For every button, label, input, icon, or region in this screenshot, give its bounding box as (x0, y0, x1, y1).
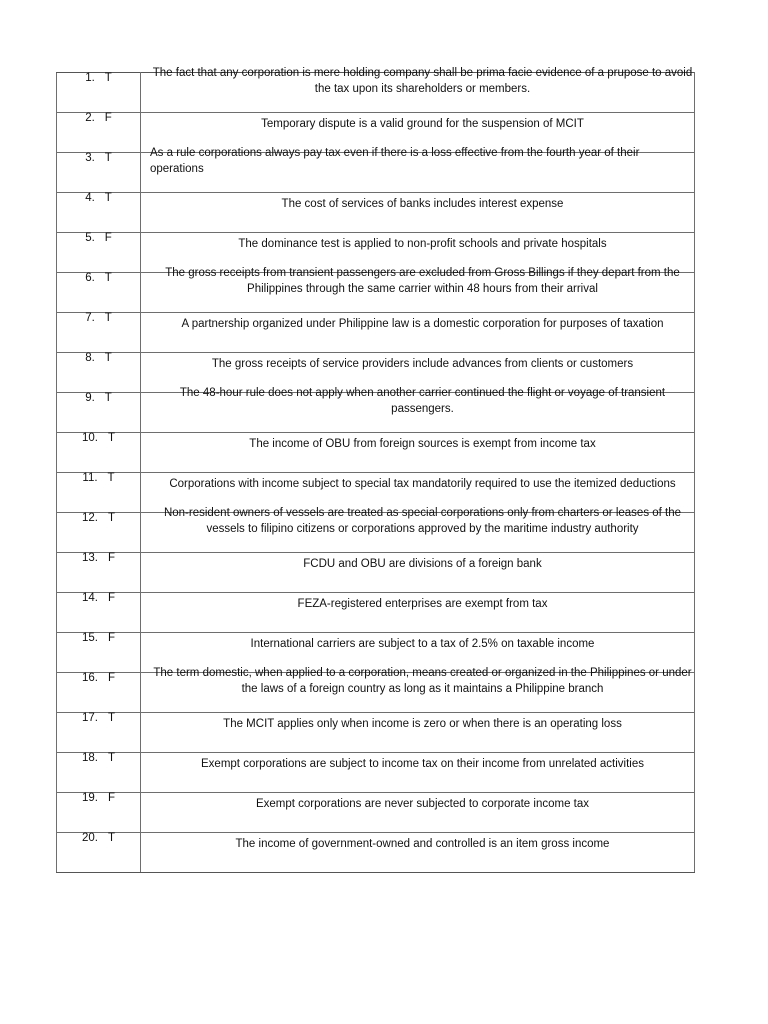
statement-cell (141, 147, 695, 193)
statement-text: The gross receipts from transient passengers are excluded from Gross Billings if they depart from the Philippines through the same carrier within 48 hours from their arrival (165, 267, 680, 295)
item-number-wrap (57, 113, 140, 152)
item-answer: F (107, 632, 116, 644)
item-number-group (85, 312, 112, 324)
item-number-cell (57, 593, 141, 633)
item-number-wrap (57, 273, 140, 312)
item-answer: F (107, 592, 116, 604)
statement-text: The gross receipts of service providers include advances from clients or customers (211, 358, 634, 370)
item-number-wrap (57, 833, 140, 872)
statement-cell (141, 67, 695, 113)
item-number-group (82, 552, 115, 564)
item-number-group (82, 752, 115, 764)
item-answer: F (104, 112, 112, 124)
table-row (57, 273, 695, 313)
statement-cell (141, 667, 695, 713)
item-number-cell (57, 113, 141, 153)
item-number-group (82, 712, 115, 724)
item-number-wrap (57, 793, 140, 832)
statement-text: International carriers are subject to a tax of 2.5% on taxable income (250, 638, 595, 650)
item-number-wrap (57, 353, 140, 392)
answer-table (56, 67, 695, 873)
item-number-group (82, 792, 115, 804)
item-answer: T (107, 712, 116, 724)
statement-text: Exempt corporations are subject to income tax on their income from unrelated activities (201, 758, 644, 770)
statement-cell (141, 753, 695, 793)
item-number-group (85, 272, 112, 284)
item-number-cell (57, 433, 141, 473)
item-number-wrap (57, 673, 140, 712)
statement-cell (141, 713, 695, 753)
table-row (57, 593, 695, 633)
item-number-group (82, 472, 114, 484)
item-answer: T (104, 352, 112, 364)
item-number: 4. (85, 192, 95, 204)
item-answer: T (104, 312, 112, 324)
table-row (57, 793, 695, 833)
statement-text: FEZA-registered enterprises are exempt from tax (297, 598, 548, 610)
item-number-wrap (57, 593, 140, 632)
statement-cell (141, 433, 695, 473)
statement-cell (141, 593, 695, 633)
table-row (57, 513, 695, 553)
item-answer: T (107, 752, 116, 764)
item-number-wrap (57, 433, 140, 472)
item-number: 18. (81, 752, 98, 764)
statement-text: Exempt corporations are never subjected to corporate income tax (255, 798, 590, 810)
item-number-wrap (57, 233, 140, 272)
item-answer: T (104, 72, 112, 84)
item-number-group (82, 832, 115, 844)
item-number-cell (57, 193, 141, 233)
item-number-group (82, 672, 115, 684)
statement-text: Temporary dispute is a valid ground for the suspension of MCIT (261, 118, 584, 130)
item-number-wrap (57, 313, 140, 352)
table-row (57, 673, 695, 713)
item-number: 8. (85, 352, 95, 364)
statement-cell (141, 313, 695, 353)
item-number-cell (57, 833, 141, 873)
item-number: 16. (81, 672, 98, 684)
statement-text: The cost of services of banks includes interest expense (281, 198, 564, 210)
item-number: 1. (85, 72, 95, 84)
item-number-group (85, 392, 112, 404)
statement-text: FCDU and OBU are divisions of a foreign bank (303, 558, 542, 570)
item-number-group (85, 72, 112, 84)
item-number-wrap (57, 713, 140, 752)
item-number-wrap (57, 73, 140, 112)
item-number-group (85, 152, 112, 164)
item-number: 2. (85, 112, 95, 124)
table-row (57, 833, 695, 873)
statement-text: The MCIT applies only when income is zero or when there is an operating loss (223, 718, 622, 730)
item-number-wrap (57, 193, 140, 232)
statement-cell (141, 267, 695, 313)
item-number-wrap (57, 153, 140, 192)
item-number-wrap (57, 393, 140, 432)
item-answer: T (104, 272, 112, 284)
item-number: 10. (81, 432, 98, 444)
table-row (57, 313, 695, 353)
answer-rows (57, 67, 695, 873)
item-answer: T (104, 392, 112, 404)
item-number-cell (57, 393, 141, 433)
table-row (57, 753, 695, 793)
item-number-group (82, 432, 115, 444)
table-row (57, 553, 695, 593)
item-answer: T (107, 512, 116, 524)
item-number-wrap (57, 633, 140, 672)
statement-text: The income of government-owned and controlled is an item gross income (235, 838, 610, 850)
item-number-wrap (57, 513, 140, 552)
item-number: 5. (85, 232, 95, 244)
table-row (57, 193, 695, 233)
item-number-cell (57, 153, 141, 193)
item-number-wrap (57, 473, 140, 512)
item-number-cell (57, 633, 141, 673)
item-number-group (82, 632, 115, 644)
statement-cell (141, 507, 695, 553)
item-number: 20. (81, 832, 98, 844)
item-number-cell (57, 233, 141, 273)
table-row (57, 153, 695, 193)
item-answer: T (104, 152, 112, 164)
table-row (57, 713, 695, 753)
item-number-cell (57, 73, 141, 113)
statement-text: The term domestic, when applied to a corporation, means created or organized in the Philippines or under the laws of a foreign country as long as it maintains a Philippine branch (153, 667, 692, 695)
item-number-cell (57, 473, 141, 513)
item-answer: T (107, 832, 116, 844)
item-number-cell (57, 553, 141, 593)
item-number-cell (57, 713, 141, 753)
item-number: 12. (81, 512, 98, 524)
item-answer: T (107, 472, 115, 484)
item-answer: F (107, 672, 116, 684)
item-number-cell (57, 353, 141, 393)
item-number-wrap (57, 553, 140, 592)
item-answer: F (107, 792, 116, 804)
statement-text: As a rule corporations always pay tax even if there is a loss effective from the fourth year of their operations (150, 147, 640, 175)
item-number-group (85, 192, 112, 204)
item-answer: T (107, 432, 116, 444)
item-number: 15. (81, 632, 98, 644)
statement-text: The 48-hour rule does not apply when another carrier continued the flight or voyage of transient passengers. (179, 387, 666, 415)
statement-text: Non-resident owners of vessels are treated as special corporations only from charters or leases of the vessels to filipino citizens or corporations approved by the maritime industry authority (163, 507, 682, 535)
item-number-group (85, 352, 112, 364)
item-number: 14. (81, 592, 98, 604)
item-number: 9. (85, 392, 95, 404)
item-answer: F (104, 232, 112, 244)
item-answer: F (107, 552, 116, 564)
item-number-cell (57, 273, 141, 313)
item-number-cell (57, 673, 141, 713)
table-row (57, 393, 695, 433)
statement-text: The income of OBU from foreign sources is exempt from income tax (249, 438, 596, 450)
item-number-group (82, 592, 115, 604)
table-row (57, 433, 695, 473)
statement-cell (141, 833, 695, 873)
item-number-group (82, 512, 115, 524)
statement-cell (141, 193, 695, 233)
item-number: 19. (81, 792, 98, 804)
statement-text: Corporations with income subject to special tax mandatorily required to use the itemized deductions (169, 478, 676, 490)
statement-text: A partnership organized under Philippine law is a domestic corporation for purposes of taxation (181, 318, 664, 330)
item-number-wrap (57, 753, 140, 792)
item-number-cell (57, 313, 141, 353)
statement-cell (141, 387, 695, 433)
statement-text: The dominance test is applied to non-profit schools and private hospitals (238, 238, 607, 250)
item-number-cell (57, 753, 141, 793)
item-number-group (85, 112, 112, 124)
item-number: 17. (81, 712, 98, 724)
statement-cell (141, 553, 695, 593)
item-answer: T (104, 192, 112, 204)
item-number: 7. (85, 312, 95, 324)
item-number: 3. (85, 152, 95, 164)
item-number-cell (57, 793, 141, 833)
table-row (57, 73, 695, 113)
statement-text: The fact that any corporation is mere holding company shall be prima facie evidence of a prupose to avoid the tax upon its shareholders or members. (152, 67, 693, 95)
item-number: 6. (85, 272, 95, 284)
item-number: 11. (82, 472, 98, 484)
item-number-group (85, 232, 112, 244)
statement-cell (141, 793, 695, 833)
item-number: 13. (81, 552, 98, 564)
item-number-cell (57, 513, 141, 553)
